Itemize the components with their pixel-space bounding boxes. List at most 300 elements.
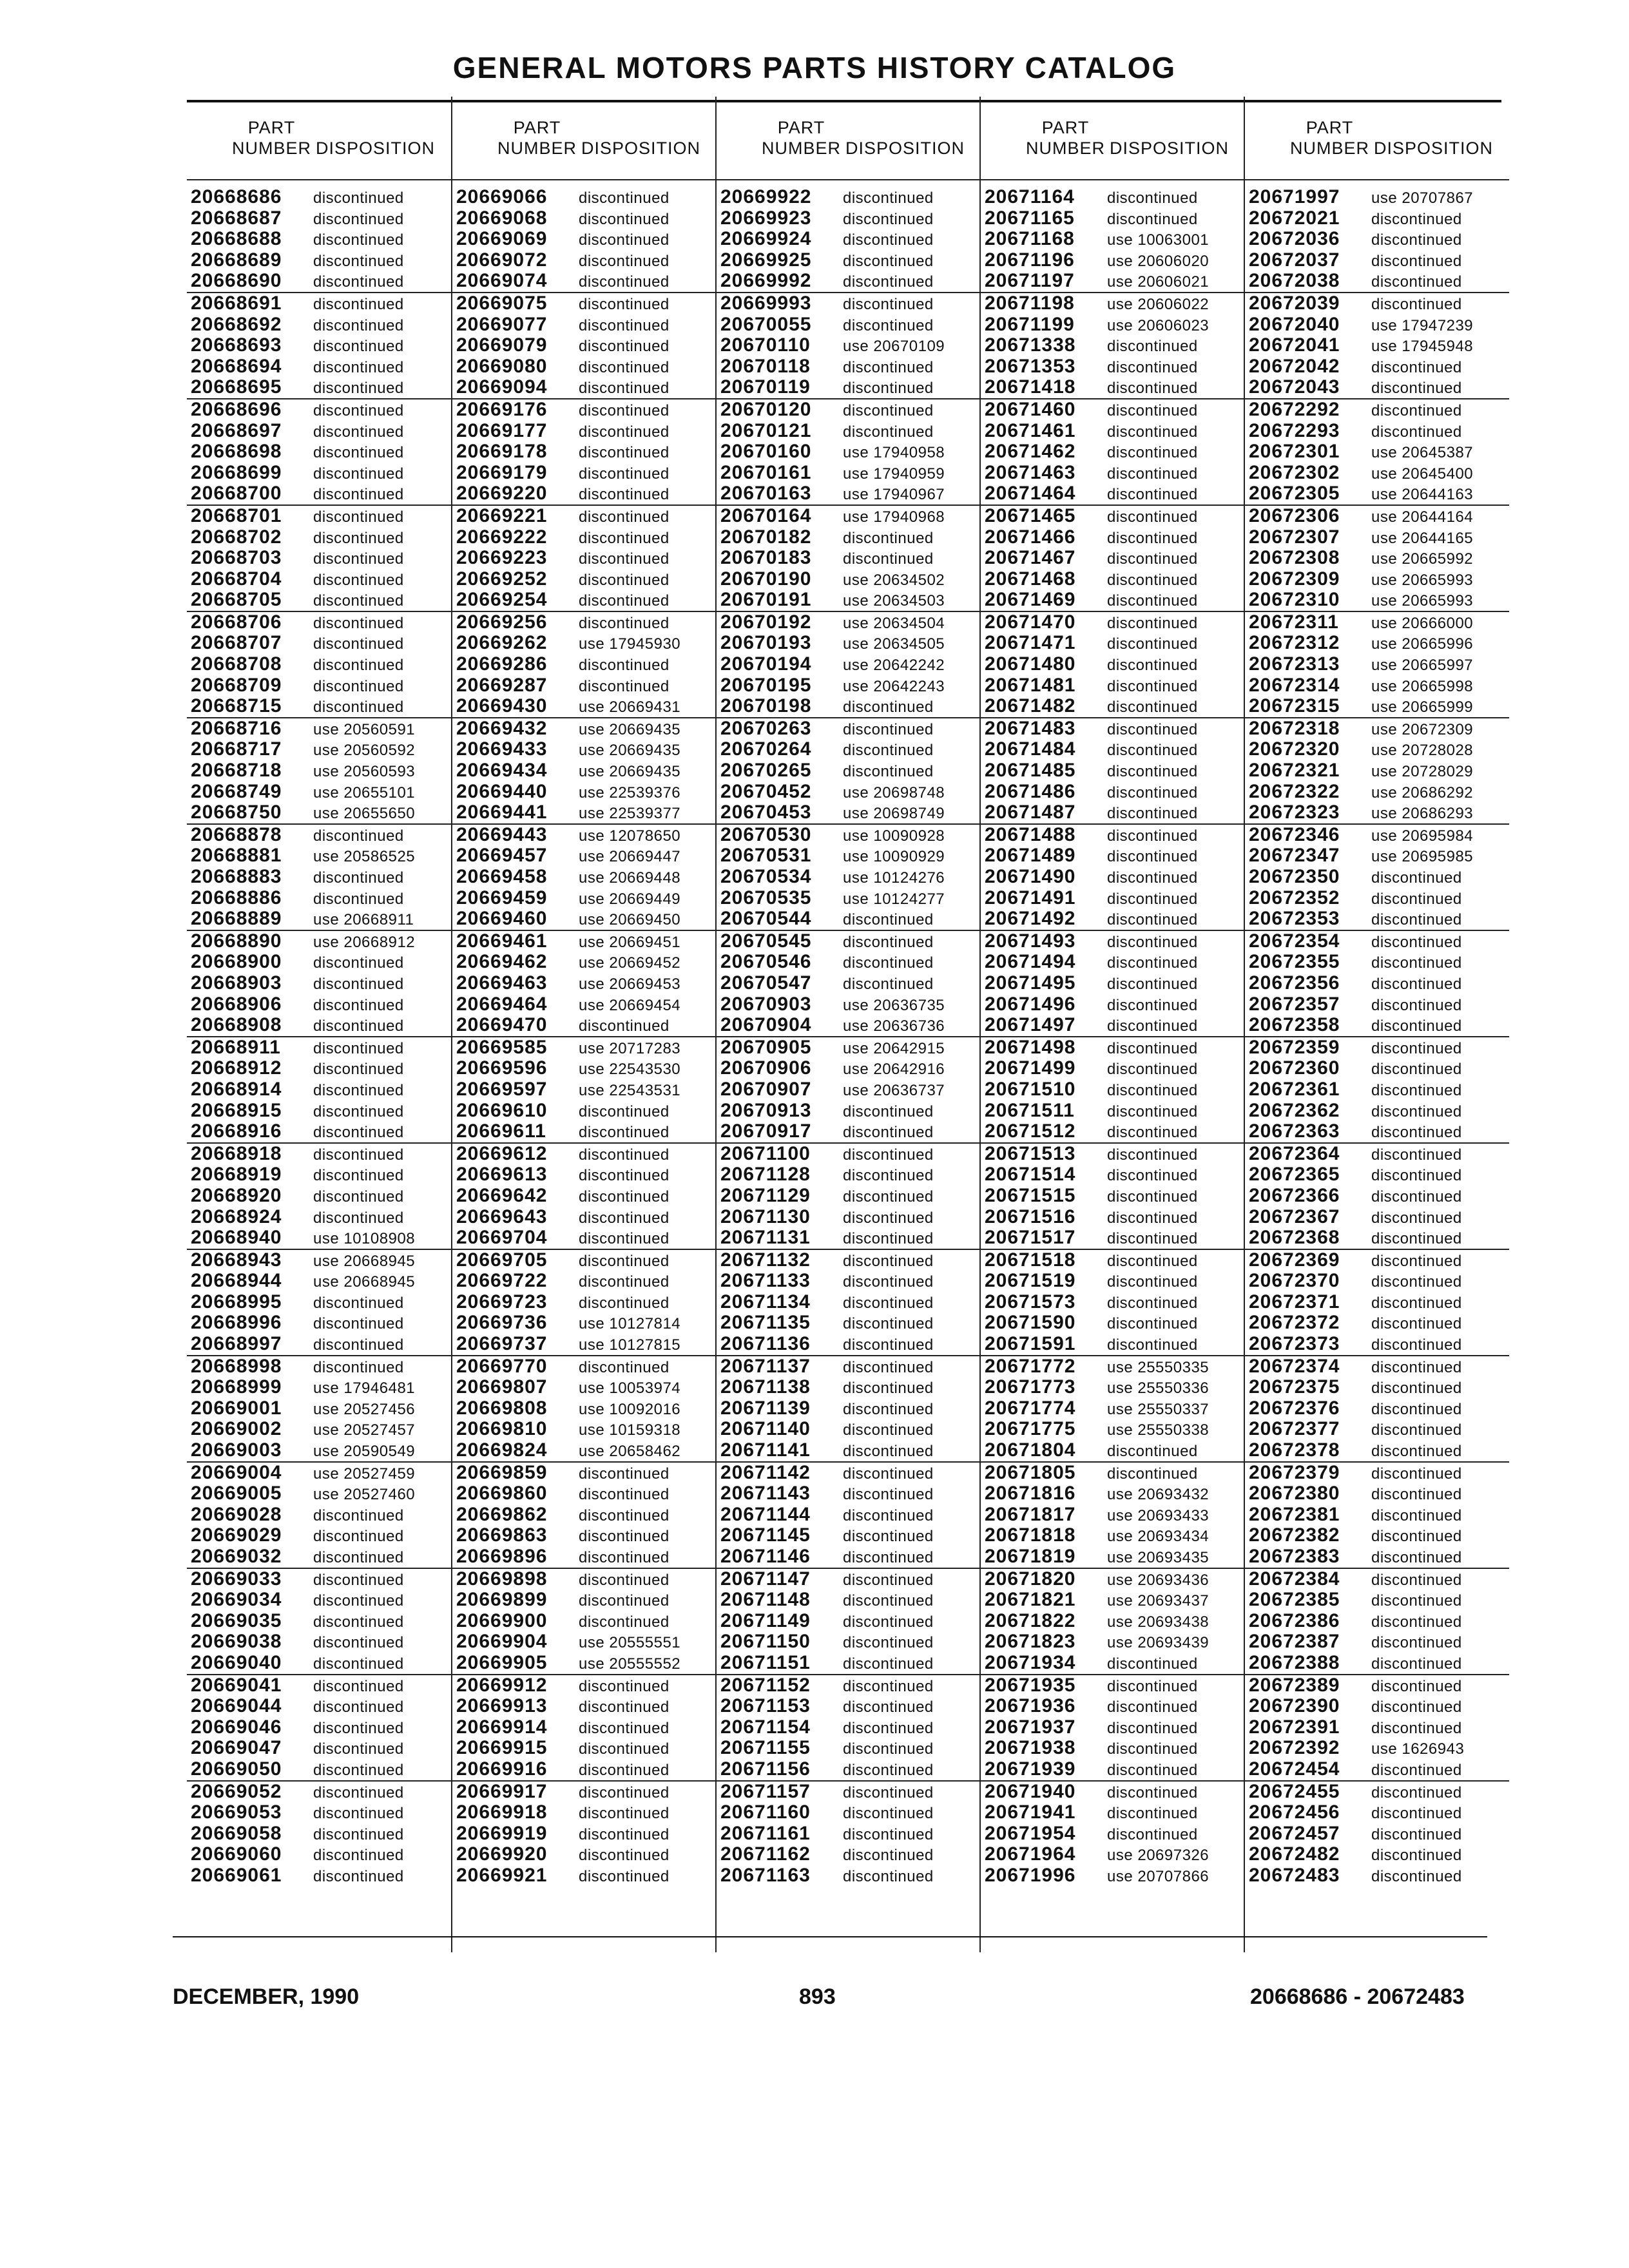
table-row [452,506,717,527]
part-number: 20669178 [456,441,548,463]
disposition: use 20606020 [1107,252,1210,270]
table-row [452,1802,717,1823]
disposition: discontinued [313,827,404,845]
table-row [187,782,451,803]
disposition: discontinued [579,1783,670,1802]
disposition: discontinued [313,1167,404,1185]
table-row [452,782,717,803]
disposition: discontinued [1107,550,1198,568]
table-row [717,187,981,208]
disposition: discontinued [843,1167,934,1185]
part-number: 20671773 [985,1376,1076,1398]
disposition: discontinued [843,295,934,313]
table-row [1245,271,1509,293]
part-number: 20671483 [985,717,1076,739]
part-number: 20669060 [191,1843,282,1865]
disposition: discontinued [1107,698,1198,716]
column-header [717,97,981,182]
part-number: 20672455 [1249,1780,1340,1802]
disposition: discontinued [579,486,670,504]
part-number: 20668883 [191,866,282,887]
table-row [1245,825,1509,846]
table-row [1245,931,1509,952]
table-row [981,782,1245,803]
table-row [1245,633,1509,654]
table-row [717,1525,981,1546]
part-number: 20670161 [720,461,812,483]
part-number: 20669992 [720,270,812,292]
disposition: discontinued [843,763,934,781]
disposition: use 20642243 [843,677,945,695]
disposition: discontinued [1371,1847,1462,1865]
disposition: discontinued [1107,380,1198,398]
disposition: discontinued [313,1825,404,1843]
disposition-header: DISPOSITION [1110,139,1229,158]
part-number: 20672354 [1249,930,1340,952]
part-number: 20672387 [1249,1631,1340,1653]
disposition: discontinued [579,1592,670,1610]
part-number: 20668700 [191,483,282,505]
part-number: 20671516 [985,1206,1076,1227]
disposition: discontinued [313,1506,404,1524]
disposition: use 20669449 [579,890,681,908]
part-number: 20668688 [191,228,282,250]
part-number: 20671138 [720,1376,811,1398]
table-row [452,1356,717,1378]
part-number: 20668695 [191,376,282,398]
disposition: discontinued [1371,1592,1462,1610]
table-row [452,1717,717,1738]
table-row [452,1738,717,1759]
table-row [452,1207,717,1228]
disposition: discontinued [843,1571,934,1589]
disposition: discontinued [579,657,670,675]
disposition: discontinued [313,1187,404,1206]
disposition: discontinued [579,1230,670,1248]
part-number: 20672346 [1249,823,1340,845]
part-number: 20670534 [720,866,812,887]
part-number: 20671817 [985,1503,1076,1525]
column-rows [1245,187,1509,1887]
table-row [981,1250,1245,1271]
disposition: use 20665998 [1371,677,1474,695]
table-row [717,1823,981,1845]
table-row [187,1865,451,1887]
table-row [452,1058,717,1079]
disposition: use 20560591 [313,720,416,738]
disposition: discontinued [579,444,670,462]
disposition: use 10063001 [1107,231,1210,249]
disposition: discontinued [1371,1571,1462,1589]
table-row [187,1398,451,1419]
table-row [452,1271,717,1292]
part-number: 20668715 [191,695,282,717]
disposition: use 20606021 [1107,273,1210,291]
part-number: 20670055 [720,313,812,335]
table-row [1245,441,1509,463]
table-row [452,1525,717,1546]
part-number: 20671819 [985,1546,1076,1567]
part-header-line1: PART [777,118,825,137]
disposition: discontinued [1371,1081,1462,1099]
part-number: 20671134 [720,1291,811,1312]
disposition: use 20693438 [1107,1613,1210,1631]
part-number: 20671492 [985,908,1076,930]
disposition: discontinued [1107,1698,1198,1716]
part-number: 20669003 [191,1439,282,1461]
table-row [452,1144,717,1165]
disposition: discontinued [1371,380,1462,398]
disposition: discontinued [1371,1358,1462,1376]
table-row [187,399,451,421]
disposition: discontinued [843,1719,934,1737]
disposition: use 20669452 [579,954,681,972]
table-row [452,1569,717,1590]
table-row [187,1738,451,1759]
table-row [452,1121,717,1144]
part-number: 20672293 [1249,419,1340,441]
disposition: discontinued [579,1102,670,1120]
table-row [452,293,717,314]
disposition: discontinued [843,1273,934,1291]
disposition: discontinued [313,1761,404,1779]
part-header-line2: NUMBER [497,139,577,158]
disposition: discontinued [313,295,404,313]
header-rule [452,179,717,180]
disposition: discontinued [313,996,404,1014]
disposition: discontinued [313,1017,404,1035]
table-row [1245,335,1509,356]
disposition: use 20669431 [579,698,681,716]
disposition: discontinued [313,380,404,398]
disposition: use 25550337 [1107,1400,1210,1418]
part-number: 20669914 [456,1716,548,1738]
table-row [981,739,1245,760]
disposition: discontinued [1371,1613,1462,1631]
table-row [452,1653,717,1675]
table-row [717,1631,981,1653]
disposition: discontinued [1371,911,1462,929]
table-row [187,1653,451,1675]
disposition: discontinued [1107,401,1198,419]
disposition: discontinued [579,189,670,207]
disposition: discontinued [579,1740,670,1758]
table-row [717,1121,981,1144]
table-row [452,675,717,697]
part-number: 20669222 [456,526,548,548]
table-row [452,1037,717,1059]
part-number: 20668690 [191,270,282,292]
part-number: 20669612 [456,1142,548,1164]
column-rows [187,187,451,1887]
part-number: 20668698 [191,441,282,463]
table-row [187,229,451,250]
table-row [717,1569,981,1590]
part-number: 20669862 [456,1503,548,1525]
part-number: 20672454 [1249,1758,1340,1780]
disposition: discontinued [1107,827,1198,845]
table-row [981,441,1245,463]
disposition: discontinued [1107,1655,1198,1673]
disposition: discontinued [1107,1443,1198,1461]
part-number: 20668709 [191,674,282,696]
disposition: discontinued [843,1315,934,1333]
part-number: 20669053 [191,1802,282,1823]
disposition: discontinued [843,210,934,228]
disposition: discontinued [313,1124,404,1142]
table-row [1245,1696,1509,1717]
part-number: 20668914 [191,1078,282,1100]
part-header-line1: PART [247,118,296,137]
table-row [452,335,717,356]
part-number: 20672373 [1249,1333,1340,1355]
disposition: discontinued [1371,252,1462,270]
part-number: 20669722 [456,1270,548,1292]
disposition: discontinued [1107,763,1198,781]
part-number: 20669005 [191,1483,282,1504]
part-number: 20672353 [1249,908,1340,930]
part-number: 20668999 [191,1376,282,1398]
table-row [452,1675,717,1696]
table-row [1245,760,1509,782]
part-number: 20669432 [456,717,548,739]
disposition: discontinued [843,911,934,929]
disposition: discontinued [1371,1230,1462,1248]
part-number: 20671941 [985,1802,1076,1823]
table-row [981,1865,1245,1887]
part-number: 20672038 [1249,270,1340,292]
part-number: 20670191 [720,589,812,611]
table-row [1245,1717,1509,1738]
part-number: 20671954 [985,1822,1076,1844]
disposition: discontinued [313,529,404,547]
table-row [187,718,451,740]
part-number: 20668686 [191,186,282,207]
part-number: 20671591 [985,1333,1076,1355]
disposition: use 20644163 [1371,486,1474,504]
part-number: 20671418 [985,376,1076,398]
table-row [452,845,717,867]
part-number: 20672039 [1249,292,1340,314]
table-row [187,1227,451,1250]
disposition: discontinued [843,1187,934,1206]
part-number: 20671143 [720,1483,811,1504]
table-row [981,569,1245,590]
disposition: use 20669448 [579,869,681,887]
table-row [981,1079,1245,1100]
table-row [452,1440,717,1463]
part-number: 20669470 [456,1014,548,1036]
part-number: 20671934 [985,1651,1076,1673]
table-row [717,208,981,229]
part-number: 20668916 [191,1120,282,1142]
table-row [1245,356,1509,378]
disposition: use 20669453 [579,975,681,993]
table-row [717,1675,981,1696]
part-header-line1: PART [513,118,561,137]
part-number: 20672292 [1249,398,1340,420]
table-row [717,1334,981,1356]
table-row [981,1144,1245,1165]
disposition: use 20693439 [1107,1634,1210,1652]
disposition: discontinued [313,1294,404,1312]
table-row [981,1207,1245,1228]
disposition: discontinued [1371,1017,1462,1035]
table-row [187,1696,451,1717]
part-number: 20668919 [191,1164,282,1186]
table-row [717,1037,981,1059]
part-number: 20672370 [1249,1270,1340,1292]
part-number: 20672321 [1249,760,1340,782]
table-row [981,1802,1245,1823]
part-number: 20671152 [720,1674,811,1696]
part-header-line1: PART [1306,118,1354,137]
part-number: 20668708 [191,653,282,675]
part-number: 20671461 [985,419,1076,441]
part-number: 20671518 [985,1249,1076,1271]
table-row [981,612,1245,633]
table-row [452,633,717,654]
part-number: 20671137 [720,1355,811,1377]
part-number: 20670904 [720,1014,812,1036]
part-number: 20670163 [720,483,812,505]
disposition: discontinued [843,954,934,972]
disposition: discontinued [579,1613,670,1631]
part-number: 20669080 [456,355,548,377]
table-row [187,527,451,548]
table-row [981,1546,1245,1569]
disposition: discontinued [1107,1273,1198,1291]
table-row [1245,527,1509,548]
part-number: 20671805 [985,1461,1076,1483]
part-number: 20672358 [1249,1014,1340,1036]
table-row [452,1611,717,1632]
disposition: discontinued [1371,1102,1462,1120]
disposition: discontinued [313,1677,404,1695]
header-rule [981,179,1245,180]
disposition: discontinued [1107,996,1198,1014]
table-row [981,1696,1245,1717]
table-row [717,675,981,697]
part-number: 20668918 [191,1142,282,1164]
part-number: 20672383 [1249,1546,1340,1567]
table-row [717,1271,981,1292]
table-row [187,483,451,506]
part-number: 20669457 [456,845,548,867]
disposition: discontinued [1107,189,1198,207]
disposition: discontinued [1371,890,1462,908]
part-number: 20668694 [191,355,282,377]
part-number: 20671497 [985,1014,1076,1036]
disposition: discontinued [1371,1421,1462,1439]
table-row [187,1590,451,1611]
part-number: 20670264 [720,738,812,760]
part-number: 20668749 [191,780,282,802]
table-row [187,825,451,846]
part-number: 20669611 [456,1120,546,1142]
table-row [717,1504,981,1526]
part-number: 20669596 [456,1057,548,1079]
part-number: 20672365 [1249,1164,1340,1186]
table-row [981,1356,1245,1378]
disposition: discontinued [579,1252,670,1270]
part-number: 20669993 [720,292,812,314]
disposition: discontinued [1371,1061,1462,1079]
disposition: use 10159318 [579,1421,681,1439]
part-number: 20671161 [720,1822,811,1844]
disposition: use 20728029 [1371,763,1474,781]
disposition: use 20634505 [843,635,945,653]
table-row [187,569,451,590]
disposition: discontinued [1107,1252,1198,1270]
disposition: discontinued [843,1400,934,1418]
disposition: discontinued [843,1230,934,1248]
disposition: use 20669447 [579,848,681,866]
disposition: discontinued [1371,1209,1462,1227]
part-number: 20672391 [1249,1716,1340,1738]
table-row [452,1164,717,1186]
part-number: 20672313 [1249,653,1340,675]
table-row [187,463,451,484]
part-number: 20668998 [191,1355,282,1377]
disposition: discontinued [313,1209,404,1227]
table-row [717,1250,981,1271]
table-row [187,271,451,293]
table-row [1245,1419,1509,1440]
table-row [452,1696,717,1717]
part-number: 20669898 [456,1568,548,1590]
table-row [452,1759,717,1782]
part-number: 20668691 [191,292,282,314]
part-number: 20669923 [720,207,812,229]
part-number: 20669462 [456,951,548,973]
disposition: discontinued [313,1549,404,1566]
disposition: use 20693435 [1107,1549,1210,1566]
table-row [981,1419,1245,1440]
part-number: 20668717 [191,738,282,760]
disposition: discontinued [313,1061,404,1079]
disposition: use 10124277 [843,890,945,908]
disposition: discontinued [1107,592,1198,610]
part-number: 20671135 [720,1312,811,1334]
part-number: 20672318 [1249,717,1340,739]
part-number: 20668704 [191,568,282,590]
table-row [717,421,981,442]
part-number: 20669918 [456,1802,548,1823]
table-row [1245,845,1509,867]
table-row [717,1696,981,1717]
table-row [717,696,981,718]
table-row [717,1015,981,1037]
disposition: discontinued [1107,571,1198,589]
table-row [187,739,451,760]
part-number: 20671519 [985,1270,1076,1292]
disposition: use 20698748 [843,783,945,802]
disposition: discontinued [313,252,404,270]
disposition: use 20634502 [843,571,945,589]
part-number: 20669917 [456,1780,548,1802]
table-row [981,421,1245,442]
table-row [1245,208,1509,229]
table-row [717,1844,981,1865]
table-row [981,463,1245,484]
disposition: discontinued [843,1805,934,1823]
table-row [1245,506,1509,527]
table-row [452,421,717,442]
disposition: discontinued [1371,1336,1462,1354]
table-row [452,931,717,952]
part-number: 20671140 [720,1418,811,1440]
